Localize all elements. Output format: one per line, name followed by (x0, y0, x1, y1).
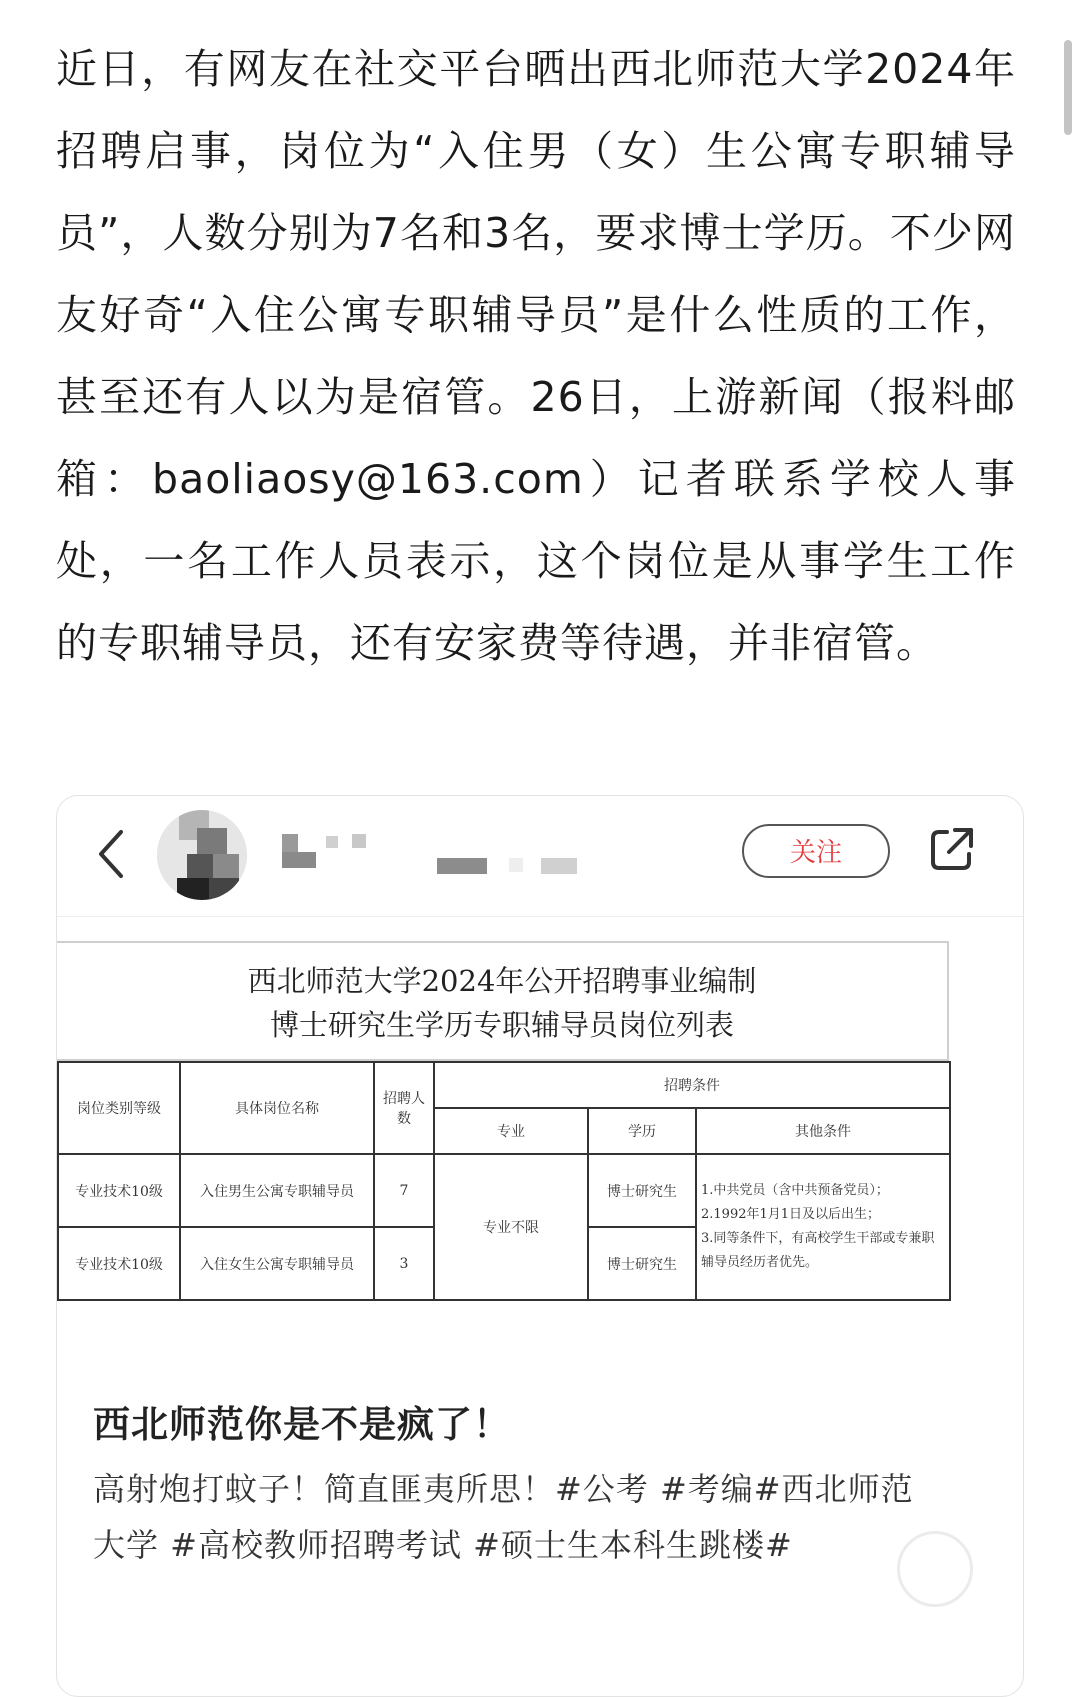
cell-education: 博士研究生 (588, 1154, 696, 1227)
cell-position: 入住女生公寓专职辅导员 (180, 1227, 374, 1300)
article-paragraph: 近日，有网友在社交平台晒出西北师范大学2024年招聘启事，岗位为“入住男（女）生公寓专职辅导员”，人数分别为7名和3名，要求博士学历。不少网友好奇“入住公寓专职辅导员”是什么性质的工作，甚至还有人以为是宿管。26日，上游新闻（报料邮箱：baoliaosy@163.com）记者联系学校人事处，一名工作人员表示，这个岗位是从事学生工作的专职辅导员，还有安家费等待遇，并非宿管。 (56, 45, 1016, 667)
document-title-line1: 西北师范大学2024年公开招聘事业编制 (247, 964, 757, 998)
cell-count: 3 (374, 1227, 434, 1300)
post-title: 西北师范你是不是疯了！ (93, 1403, 511, 1446)
document-title-line2: 博士研究生学历专职辅导员岗位列表 (269, 1008, 734, 1042)
cell-category: 专业技术10级 (58, 1227, 180, 1300)
header-education: 学历 (588, 1108, 696, 1154)
document-title (57, 941, 949, 1061)
watermark-logo (897, 1531, 973, 1607)
header-category: 岗位类别等级 (58, 1062, 180, 1154)
table-row (58, 1154, 950, 1227)
condition-item: 2.1992年1月1日及以后出生； (701, 1207, 881, 1222)
cell-education: 博士研究生 (588, 1227, 696, 1300)
blurred-meta (437, 858, 617, 878)
embedded-post-screenshot (56, 795, 1024, 1697)
condition-item: 1.中共党员（含中共预备党员）； (701, 1183, 889, 1198)
article-text (56, 28, 1016, 684)
post-header (57, 796, 1023, 917)
share-icon[interactable] (927, 824, 977, 874)
post-body: 高射炮打蚊子！简直匪夷所思！#公考 #考编#西北师范大学 #高校教师招聘考试 #硕士生本科生跳楼# (93, 1470, 914, 1564)
condition-item: 3.同等条件下，有高校学生干部或专兼职辅导员经历者优先。 (701, 1231, 935, 1270)
header-count: 招聘人数 (374, 1062, 434, 1154)
scrollbar[interactable] (1064, 40, 1072, 135)
table-header-row (58, 1062, 950, 1108)
header-position: 具体岗位名称 (180, 1062, 374, 1154)
cell-count: 7 (374, 1154, 434, 1227)
follow-button[interactable]: 关注 (742, 824, 890, 878)
cell-major: 专业不限 (434, 1154, 588, 1300)
recruitment-table (57, 1061, 951, 1301)
cell-category: 专业技术10级 (58, 1154, 180, 1227)
header-major: 专业 (434, 1108, 588, 1154)
avatar[interactable] (157, 810, 247, 900)
cell-position: 入住男生公寓专职辅导员 (180, 1154, 374, 1227)
blurred-username (282, 834, 382, 874)
cell-other-conditions (696, 1154, 950, 1300)
header-other: 其他条件 (696, 1108, 950, 1154)
chevron-left-icon[interactable] (91, 824, 131, 884)
header-conditions: 招聘条件 (434, 1062, 950, 1108)
